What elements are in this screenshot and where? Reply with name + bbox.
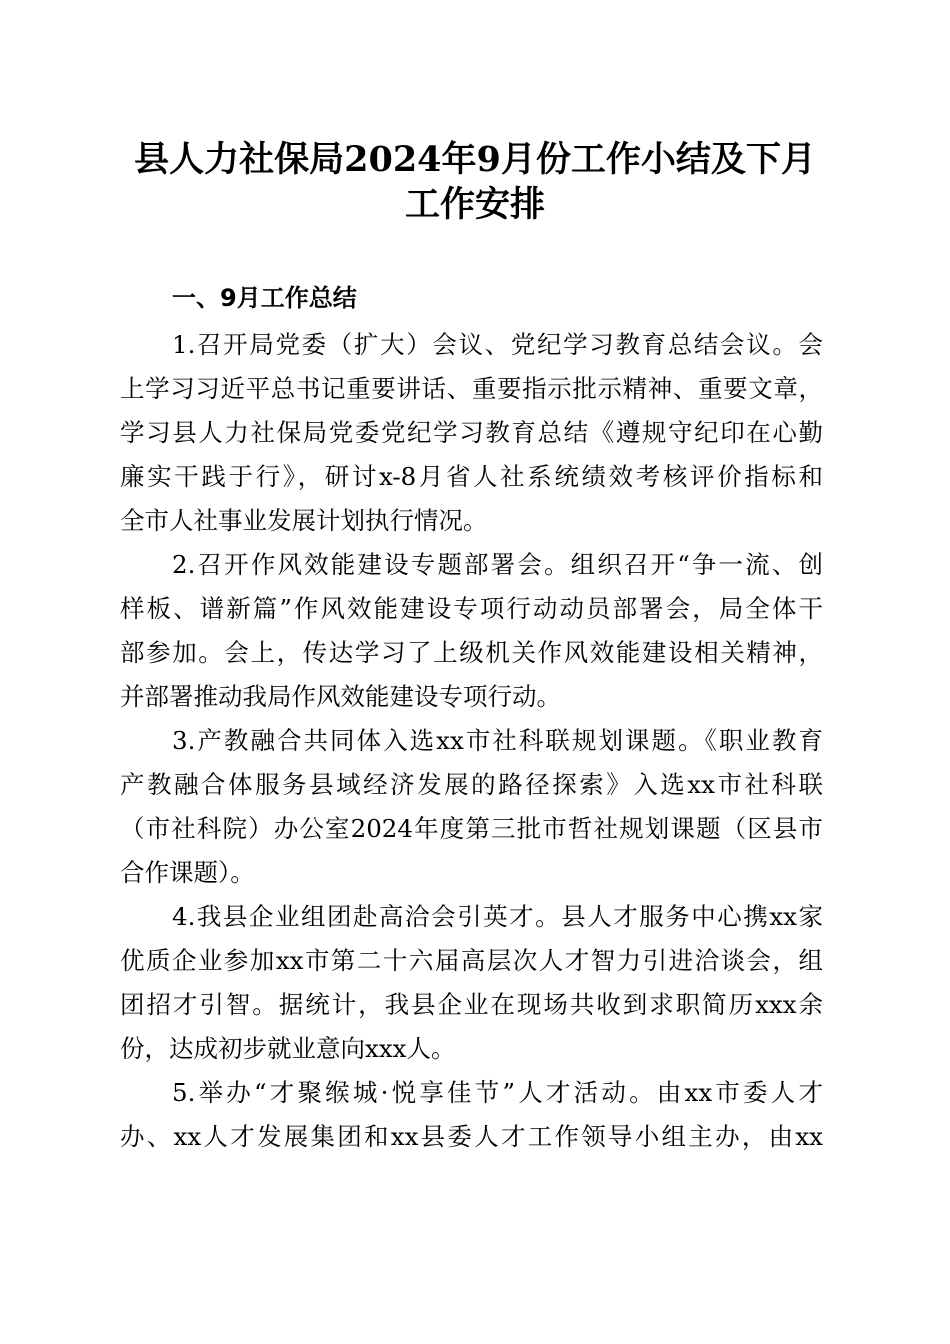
paragraph-line: 部参加。会上，传达学习了上级机关作风效能建设相关精神， xyxy=(120,638,823,667)
paragraph-line: 上学习习近平总书记重要讲话、重要指示批示精神、重要文章， xyxy=(120,374,823,403)
paragraph-line: 2.召开作风效能建设专题部署会。组织召开“争一流、创 xyxy=(172,550,823,579)
paragraph-line: 廉实干践于行》，研讨x-8月省人社系统绩效考核评价指标和 xyxy=(120,462,823,491)
paragraph-line: 3.产教融合共同体入选xx市社科联规划课题。《职业教育 xyxy=(172,726,823,755)
paragraph-line: 学习县人力社保局党委党纪学习教育总结《遵规守纪印在心勤 xyxy=(120,418,823,447)
paragraph-line: 5.举办“才聚缑城·悦享佳节”人才活动。由xx市委人才 xyxy=(172,1078,823,1107)
title-line-1: 县人力社保局2024年9月份工作小结及下月 xyxy=(134,139,816,180)
paragraph-line: 优质企业参加xx市第二十六届高层次人才智力引进洽谈会，组 xyxy=(120,946,823,975)
paragraph xyxy=(120,719,823,895)
paragraph-line: 全市人社事业发展计划执行情况。 xyxy=(120,506,488,535)
paragraph-line: 团招才引智。据统计，我县企业在现场共收到求职简历xxx余 xyxy=(120,990,823,1019)
title-line-2: 工作安排 xyxy=(404,184,545,225)
paragraph-line: 办、xx人才发展集团和xx县委人才工作领导小组主办，由xx xyxy=(120,1122,823,1151)
section-heading: 一、9月工作总结 xyxy=(172,284,357,312)
paragraph-line: 份，达成初步就业意向xxx人。 xyxy=(120,1034,456,1063)
paragraph-line: 样板、谱新篇”作风效能建设专项行动动员部署会，局全体干 xyxy=(120,594,823,623)
paragraph-line: 1.召开局党委（扩大）会议、党纪学习教育总结会议。会 xyxy=(172,330,823,359)
paragraph-line: （市社科院）办公室2024年度第三批市哲社规划课题（区县市 xyxy=(120,814,823,843)
paragraph-line: 4.我县企业组团赴高洽会引英才。县人才服务中心携xx家 xyxy=(172,902,823,931)
document-body xyxy=(120,323,823,1159)
paragraph-line: 合作课题）。 xyxy=(120,858,255,887)
document-title xyxy=(0,137,950,227)
paragraph xyxy=(120,895,823,1071)
paragraph xyxy=(120,543,823,719)
paragraph xyxy=(120,323,823,543)
paragraph-line: 产教融合体服务县域经济发展的路径探索》入选xx市社科联 xyxy=(120,770,823,799)
paragraph-line: 并部署推动我局作风效能建设专项行动。 xyxy=(120,682,561,711)
paragraph xyxy=(120,1071,823,1159)
